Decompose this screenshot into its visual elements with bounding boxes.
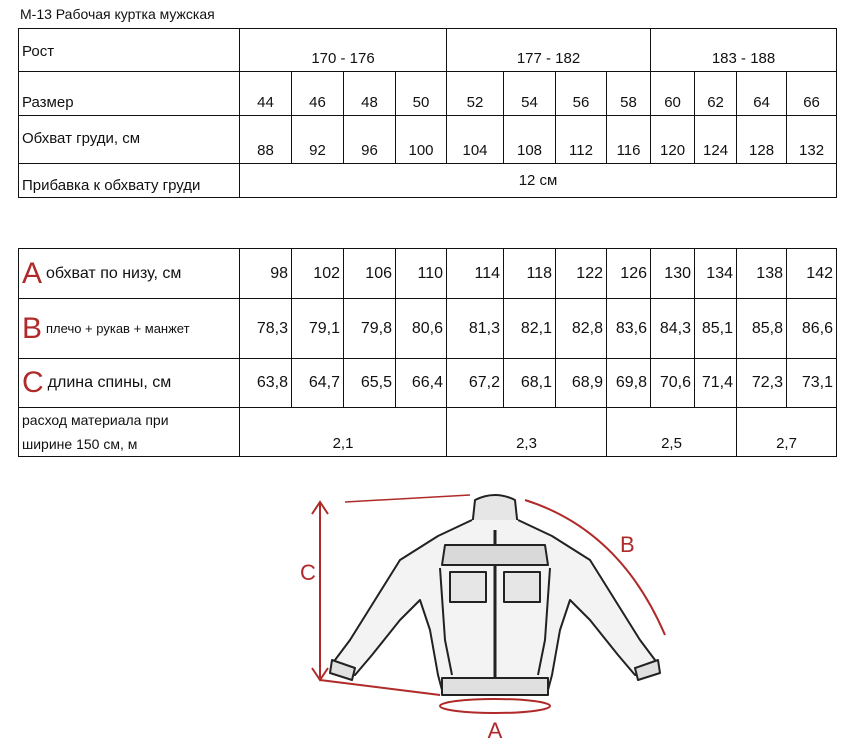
letter-c: C (22, 366, 44, 399)
c-cell: 72,3 (737, 359, 787, 408)
c-cell: 69,8 (607, 359, 651, 408)
a-cell: 142 (787, 249, 837, 299)
size-cell: 64 (737, 72, 787, 116)
chest-cell: 88 (240, 116, 292, 164)
row-a-label (19, 249, 240, 299)
row-c-text: длина спины, см (47, 373, 172, 391)
c-cell: 64,7 (292, 359, 344, 408)
b-cell: 85,1 (695, 299, 737, 359)
chest-cell: 104 (447, 116, 504, 164)
jacket-illustration (330, 495, 660, 695)
b-cell: 81,3 (447, 299, 504, 359)
measure-a-ellipse (440, 699, 550, 713)
letter-a: A (22, 256, 43, 290)
size-cell: 44 (240, 72, 292, 116)
measure-c-label: C (300, 560, 316, 585)
a-cell: 138 (737, 249, 787, 299)
a-cell: 114 (447, 249, 504, 299)
c-cell: 70,6 (651, 359, 695, 408)
a-cell: 134 (695, 249, 737, 299)
c-cell: 67,2 (447, 359, 504, 408)
chest-label: Обхват груди, см (19, 116, 240, 164)
c-cell: 73,1 (787, 359, 837, 408)
b-cell: 82,8 (556, 299, 607, 359)
chest-cell: 116 (607, 116, 651, 164)
size-cell: 66 (787, 72, 837, 116)
height-label: Рост (19, 29, 240, 72)
c-cell: 71,4 (695, 359, 737, 408)
size-table (18, 28, 837, 198)
a-cell: 126 (607, 249, 651, 299)
chest-cell: 96 (344, 116, 396, 164)
size-cell: 48 (344, 72, 396, 116)
material-label (19, 408, 240, 457)
b-cell: 84,3 (651, 299, 695, 359)
size-cell: 50 (396, 72, 447, 116)
allowance-label: Прибавка к обхвату груди (19, 164, 240, 198)
b-cell: 83,6 (607, 299, 651, 359)
allowance-value: 12 см (240, 164, 837, 198)
b-cell: 79,8 (344, 299, 396, 359)
letter-b: B (22, 311, 43, 345)
measure-a-label: A (487, 718, 503, 742)
b-cell: 79,1 (292, 299, 344, 359)
row-c-label (19, 359, 240, 408)
a-cell: 122 (556, 249, 607, 299)
row-b-text: плечо + рукав + манжет (46, 320, 190, 336)
material-label-line2: ширине 150 см, м (22, 436, 138, 452)
c-cell: 63,8 (240, 359, 292, 408)
a-cell: 130 (651, 249, 695, 299)
c-cell: 65,5 (344, 359, 396, 408)
document-title: М-13 Рабочая куртка мужская (20, 6, 215, 22)
height-group-2: 177 - 182 (447, 29, 651, 72)
chest-cell: 92 (292, 116, 344, 164)
a-cell: 106 (344, 249, 396, 299)
a-cell: 102 (292, 249, 344, 299)
material-value-3: 2,5 (607, 408, 737, 457)
material-value-1: 2,1 (240, 408, 447, 457)
size-cell: 56 (556, 72, 607, 116)
material-label-line1: расход материала при (22, 412, 169, 428)
size-cell: 58 (607, 72, 651, 116)
size-cell: 52 (447, 72, 504, 116)
a-cell: 110 (396, 249, 447, 299)
b-cell: 80,6 (396, 299, 447, 359)
size-label: Размер (19, 72, 240, 116)
height-group-1: 170 - 176 (240, 29, 447, 72)
a-cell: 98 (240, 249, 292, 299)
jacket-measurement-diagram (280, 490, 700, 742)
chest-cell: 112 (556, 116, 607, 164)
size-cell: 54 (504, 72, 556, 116)
chest-cell: 124 (695, 116, 737, 164)
c-cell: 68,9 (556, 359, 607, 408)
height-group-3: 183 - 188 (651, 29, 837, 72)
measure-c-line (320, 680, 440, 695)
c-cell: 68,1 (504, 359, 556, 408)
chest-cell: 108 (504, 116, 556, 164)
measure-b-label: B (620, 532, 635, 557)
measure-c-line (345, 495, 470, 502)
row-b-label (19, 299, 240, 359)
measurements-table (18, 248, 837, 457)
chest-cell: 132 (787, 116, 837, 164)
c-cell: 66,4 (396, 359, 447, 408)
b-cell: 78,3 (240, 299, 292, 359)
chest-cell: 128 (737, 116, 787, 164)
row-a-text: обхват по низу, см (46, 264, 182, 282)
b-cell: 86,6 (787, 299, 837, 359)
size-cell: 62 (695, 72, 737, 116)
chest-cell: 100 (396, 116, 447, 164)
b-cell: 85,8 (737, 299, 787, 359)
material-value-2: 2,3 (447, 408, 607, 457)
a-cell: 118 (504, 249, 556, 299)
b-cell: 82,1 (504, 299, 556, 359)
size-cell: 46 (292, 72, 344, 116)
chest-cell: 120 (651, 116, 695, 164)
size-cell: 60 (651, 72, 695, 116)
material-value-4: 2,7 (737, 408, 837, 457)
